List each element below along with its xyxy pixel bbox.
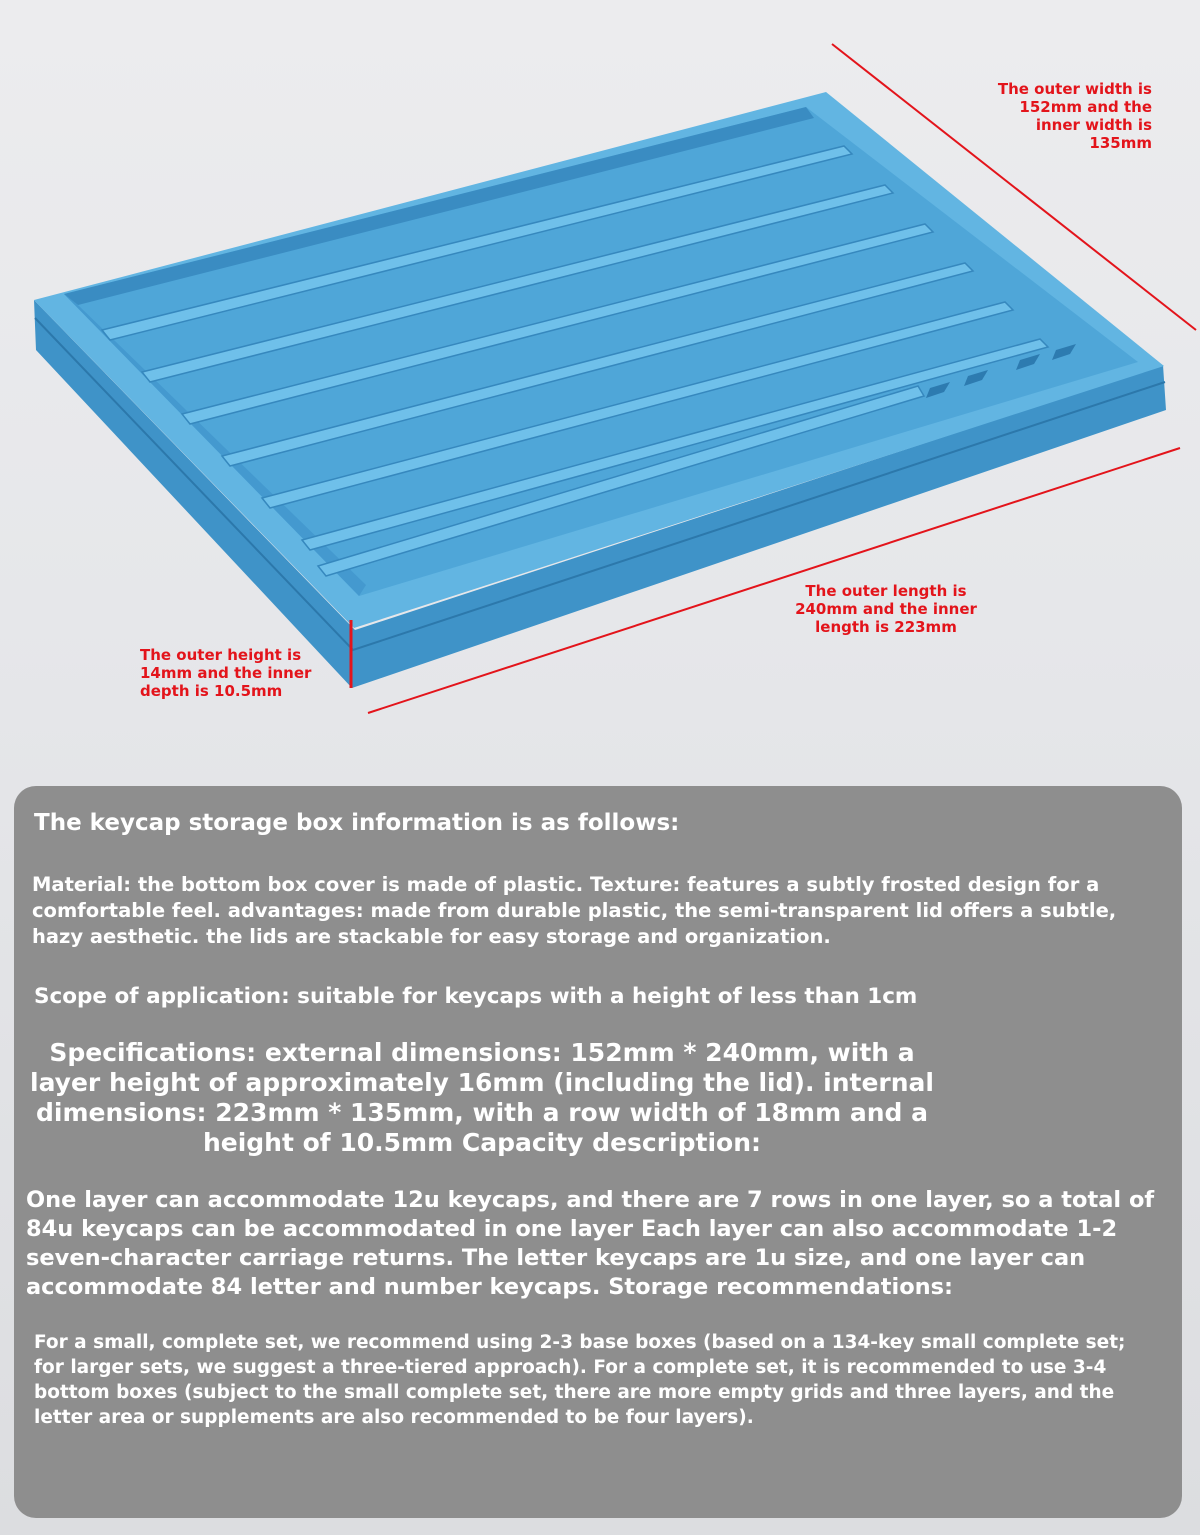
scope-description: Scope of application: suitable for keycaps with a height of less than 1cm [34,984,918,1009]
length-annotation: The outer length is 240mm and the inner length is 223mm [795,582,977,636]
specifications-description: Specifications: external dimensions: 152mm * 240mm, with a layer height of approximately 16mm (including the lid). internal dimensions: 223mm * 135mm, with a row width of 18mm and a height of 10.5mm Capacity description: [30,1038,934,1157]
width-annotation: The outer width is 152mm and the inner width is 135mm [997,80,1152,152]
info-panel [14,786,1182,1518]
storage-recommendations: For a small, complete set, we recommend using 2-3 base boxes (based on a 134-key small complete set; for larger sets, we suggest a three-tiered approach). For a complete set, it is recommended to use 3-4 bottom boxes (subject to the small complete set, there are more empty grids and three layers, and the letter area or supplements are also recommended to be four layers). [34,1332,1126,1428]
info-title: The keycap storage box information is as follows: [34,810,680,836]
capacity-description: One layer can accommodate 12u keycaps, and there are 7 rows in one layer, so a total of 84u keycaps can be accommodated in one layer Each layer can also accommodate 1-2 seven-character carriage returns. The letter keycaps are 1u size, and one layer can accommodate 84 letter and number keycaps. Storage recommendations: [26,1187,1155,1300]
material-description: Material: the bottom box cover is made of plastic. Texture: features a subtly frosted design for a comfortable feel. advantages: made from durable plastic, the semi-transparent lid offers a subtle, hazy aesthetic. the lids are stackable for easy storage and organization. [32,873,1117,948]
height-annotation: The outer height is 14mm and the inner depth is 10.5mm [140,646,312,700]
